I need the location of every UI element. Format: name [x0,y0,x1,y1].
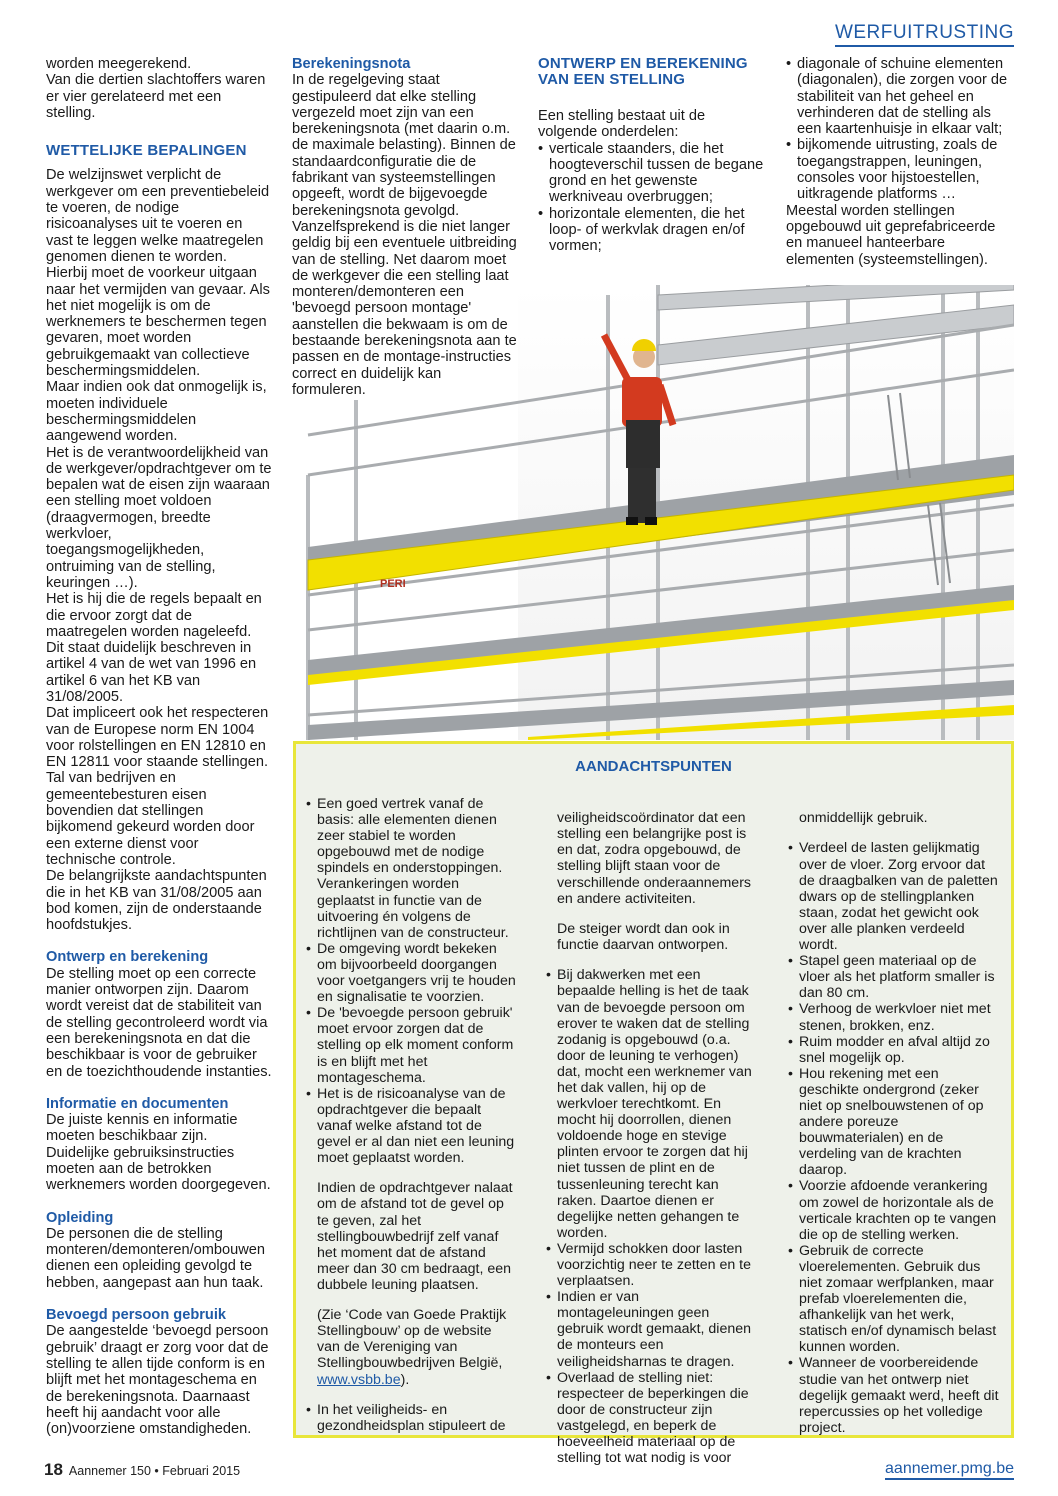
box-b-item-6: • Overlaad de stelling niet: respecteer de beperkingen die door de constructeur zijn vastgelegd, en beperk de hoeveelheid materiaal op de stelling tot wat nodig is voor [546,1370,758,1467]
issue-label: Aannemer 150 • Februari 2015 [68,1464,241,1478]
bullet-staanders: • verticale staanders, die het hoogteverschil tussen de begane grond en het gewenste werkniveau overbruggen; [538,141,764,206]
text-systeemstellingen: Meestal worden stellingen opgebouwd uit geprefabriceerde en manueel hanteerbare elementen (systeemstellingen). [786,202,996,268]
box-column-b [546,796,758,1466]
box-b-item-3: • Bij dakwerken met een bepaalde helling is het de taak van de bevoegde persoon om erover te waken dat de stelling zodanig is opgebouwd (o.a. door de leuning te verhogen) dat, mocht een werknemer van het dak vallen, hij op de werkvloer terechtkomt. En mocht hij doorrollen, dienen voldoende hoge en stevige plinten ervoor te zorgen dat hij niet tussen de plint en de tussenleuning terecht kan raken. Daartoe dienen er degelijke netten gehangen te worden. [546,967,758,1241]
footer-issue [44,1460,240,1480]
box-a-item-7: • In het veiligheids- en gezondheidsplan stipuleert de [306,1402,518,1434]
box-b-text-1: veiligheidscoördinator dat een stelling een belangrijke post is en dat, zodra opgebouwd, de stelling blijft staan voor de verschillende onderaannemers en andere activiteiten. [557,810,752,907]
text-bevoegd: De aangestelde ‘bevoegd persoon gebruik’ draagt er zorg voor dat de stelling te allen tijde conform is en blijft met het montageschema en de berekeningsnota. Daarnaast heeft hij aandacht voor alle (on)voorziene omstandigheden. [46,1323,269,1438]
scaffolding-illustration [288,285,1014,740]
bullet-horizontale: • horizontale elementen, die het loop- of werkvlak dragen en/of vormen; [538,206,764,255]
section-tag: WERFUITRUSTING [835,22,1014,47]
box-a-item-4: • Het is de risicoanalyse van de opdrachtgever die bepaalt vanaf welke afstand tot de gevel er al dan niet een leuning moet geplaatst worden. [306,1086,518,1166]
box-a-item-1: • Een goed vertrek vanaf de basis: alle elementen dienen zeer stabiel te worden opgebouwd met de nodige spindels en onderstoppingen. Verankeringen worden geplaatst in functie van de uitvoering én volgens de richtlijnen van de constructeur. [306,796,518,941]
box-c-item-9: • Wanneer de voorbereidende studie van het ontwerp niet degelijk gemaakt werd, heeft dit repercussies op het volledige project. [788,1355,1000,1435]
heading-bevoegd: Bevoegd persoon gebruik [46,1307,227,1324]
box-b-text-2: De steiger wordt dan ook in functie daarvan ontworpen. [557,920,730,954]
column-3 [538,56,764,255]
box-column-c [788,796,1000,1436]
box-c-item-7: • Voorzie afdoende verankering om zowel de horizontale als de verticale krachten op te vangen die op de stelling werken. [788,1178,1000,1242]
heading-informatie: Informatie en documenten [46,1095,229,1112]
box-c-item-2: • Verdeel de lasten gelijkmatig over de vloer. Zorg ervoor dat de draagbalken van de paletten dwars op de stellingplanken staan, zodat het gewicht ook over alle planken verdeeld wordt. [788,840,1000,953]
box-c-item-6: • Hou rekening met een geschikte ondergrond (zeker niet op snelbouwstenen of op andere poreuze bouwmaterialen) en de verdeling van de krachten daarop. [788,1066,1000,1179]
box-a-text-5: Indien de opdrachtgever nalaat om de afstand tot de gevel op te geven, zal het stellingbouwbedrijf zelf vanaf het moment dat de afstand meer dan 30 cm bedraagt, een dubbele leuning plaatsen. [317,1180,513,1293]
heading-berekeningsnota: Berekeningsnota [292,56,411,72]
text-onderdelen-intro: Een stelling bestaat uit de volgende onderdelen: [538,108,706,141]
box-b-item-5: • Indien er van montageleuningen geen gebruik wordt gemaakt, dienen de monteurs een veiligheidsharnas te dragen. [546,1289,758,1369]
vsbb-link[interactable]: www.vsbb.be [317,1371,401,1388]
aandachtspunten-box [293,741,1014,1467]
box-c-item-3: • Stapel geen materiaal op de vloer als het platform smaller is dan 80 cm. [788,953,1000,1001]
box-a-item-2: • De omgeving wordt bekeken om bijvoorbeeld doorgangen voor voetgangers vrij te houden en signalisatie te voorzien. [306,941,518,1005]
box-title: AANDACHTSPUNTEN [575,758,732,775]
bullet-diagonale: • diagonale of schuine elementen (diagonalen), die zorgen voor de stabiliteit van het geheel en verhinderen dat de stelling als een kaartenhuisje in elkaar valt; [786,56,1014,137]
column-4 [786,56,1014,268]
heading-opleiding: Opleiding [46,1209,114,1226]
box-c-text-1: onmiddellijk gebruik. [799,810,928,827]
text-opleiding: De personen die de stelling monteren/demonteren/ombouwen dienen een opleiding gevolgd te hebben, aangepast aan hun taak. [46,1225,266,1291]
box-a-text-6-body: (Zie ‘Code van Goede Praktijk Stellingbouw’ op de website van de Vereniging van Stellingbouwbedrijven België, [317,1307,507,1372]
column-1 [46,56,272,1437]
site-link[interactable]: aannemer.pmg.be [885,1460,1014,1480]
box-a-text-6 [306,1307,518,1387]
page-number: 18 [44,1460,63,1479]
box-c-item-5: • Ruim modder en afval altijd zo snel mogelijk op. [788,1034,1000,1066]
box-c-item-8: • Gebruik de correcte vloerelementen. Gebruik dus niet zomaar werfplanken, maar prefab vloerelementen die, afhankelijk van het werk, statisch en/of dynamisch belast kunnen worden. [788,1243,1000,1356]
box-a-item-3: • De 'bevoegde persoon gebruik' moet ervoor zorgen dat de stelling op elk moment conform is en blijft met het montageschema. [306,1005,518,1085]
heading-ontwerp: Ontwerp en berekening [46,949,209,966]
peri-logo: PERI [380,578,406,590]
heading-wettelijke: WETTELIJKE BEPALINGEN [46,142,247,160]
intro-text: worden meegerekend. Van die dertien slachtoffers waren er vier gerelateerd met een stelling. [46,56,266,121]
heading-ontwerp-stelling: ONTWERP EN BEREKENING VAN EEN STELLING [538,55,748,88]
text-ontwerp: De stelling moet op een correcte manier ontworpen zijn. Daarom wordt vereist dat de stabiliteit van de stelling gecontroleerd wordt via een berekeningsnota en dat die beschikbaar is voor de gebruiker en de toezichthoudende instanties. [46,965,272,1080]
text-informatie: De juiste kennis en informatie moeten beschikbaar zijn. Duidelijke gebruiksinstructies moeten aan de betrokken werknemers worden doorgegeven. [46,1112,271,1194]
bullet-bijkomende: • bijkomende uitrusting, zoals de toegangstrappen, leuningen, consoles voor hijstoestellen, uitkragende platforms … [786,137,1014,202]
box-column-a [306,796,518,1434]
box-c-item-4: • Verhoog de werkvloer niet met stenen, brokken, enz. [788,1001,1000,1033]
text-berekeningsnota: In de regelgeving staat gestipuleerd dat elke stelling vergezeld moet zijn van een berekeningsnota (met daarin o.m. de maximale belasting). Binnen de standaardconfiguratie die de fabrikant van systeemstellingen opgeeft, wordt de bijgevoegde berekeningsnota gevolgd. Vanzelfsprekend is die niet langer geldig bij een eventuele uitbreiding van de stelling. Net daarom moet de werkgever die een stelling laat monteren/demonteren een 'bevoegd persoon montage' aanstellen die bekwaam is om de bestaande berekeningsnota aan te passen en de montage-instructies correct en duidelijk kan formuleren. [292,72,517,398]
scaffolding-photo [288,285,1014,740]
text-wettelijke: De welzijnswet verplicht de werkgever om een preventiebeleid te voeren, de nodige risicoanalyses uit te voeren en vast te leggen welke maatregelen genomen dienen te worden. Hierbij moet de voorkeur uitgaan naar het vermijden van gevaar. Als het niet mogelijk is om de werknemers te beschermen tegen gevaren, moet worden gebruikgemaakt van collectieve beschermingsmiddelen. Maar indien ook dat onmogelijk is, moeten individuele beschermingsmiddelen aangewend worden. Het is de verantwoordelijkheid van de werkgever/opdrachtgever om te bepalen wat de eisen zijn waaraan een stelling moet voldoen (draagvermogen, breedte werkvloer, toegangsmogelijkheden, ontruiming van de stelling, keuringen …). Het is hij die de regels bepaalt en die ervoor zorgt dat de maatregelen worden nageleefd. Dit staat duidelijk beschreven in artikel 4 van de wet van 1996 en artikel 6 van het KB van 31/08/2005. Dat impliceert ook het respecteren van de Europese norm EN 1004 voor rolstellingen en EN 12810 en EN 12811 voor staande stellingen. Tal van bedrijven en gemeentebesturen eisen bovendien dat stellingen bijkomend gekeurd worden door een externe dienst voor technische controle. De belangrijkste aandachtspunten die in het KB van 31/08/2005 aan bod komen, zijn de onderstaande hoofdstukjes. [46,167,272,934]
box-a-link-after: ). [400,1371,410,1388]
box-b-item-4: • Vermijd schokken door lasten voorzichtig neer te zetten en te verplaatsen. [546,1241,758,1289]
